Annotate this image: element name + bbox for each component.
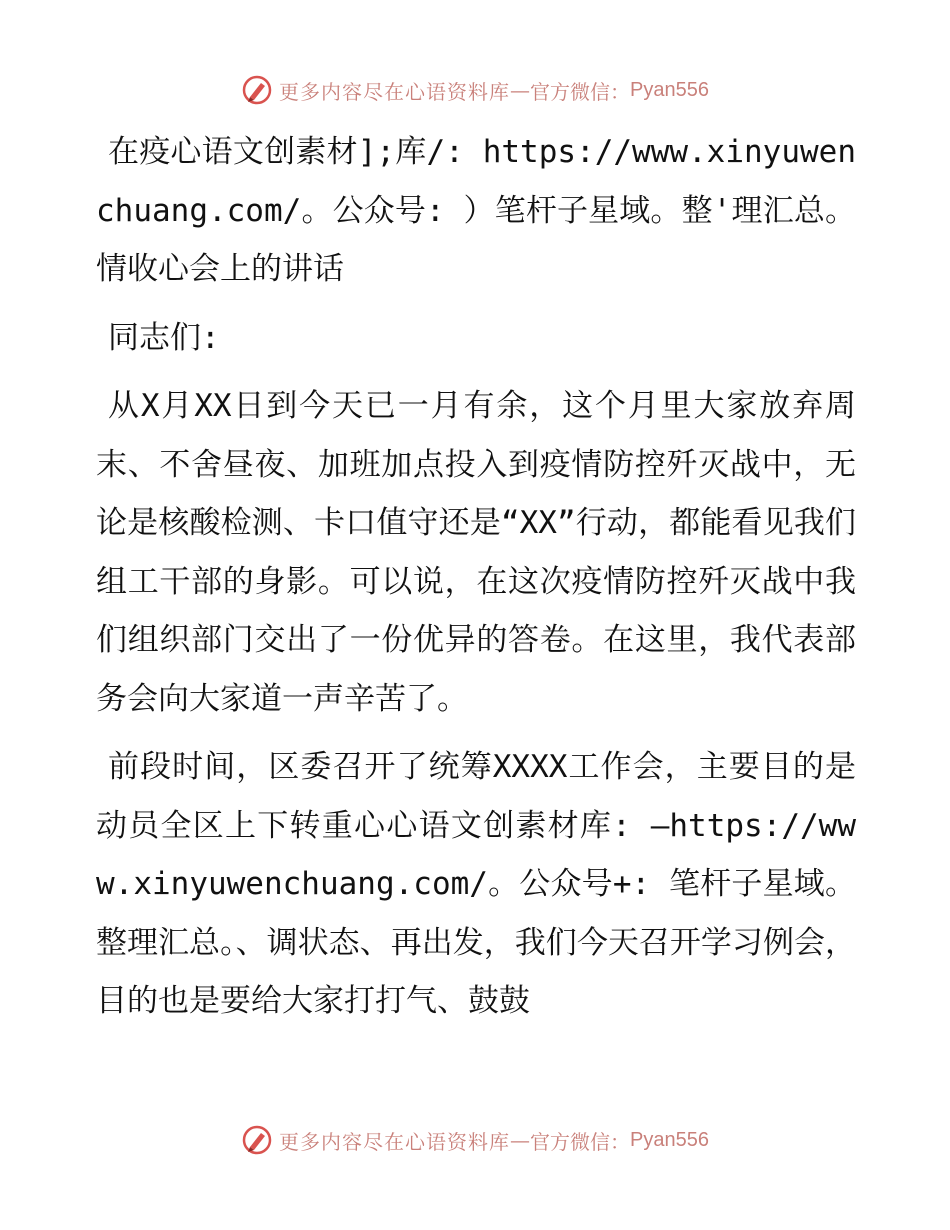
- banner-wechat-id: Pyan556: [630, 1128, 709, 1151]
- banner-slogan: 更多内容尽在心语资料库: [279, 79, 511, 104]
- pen-logo-icon: [241, 74, 273, 106]
- paragraph-greeting: 同志们:: [108, 319, 220, 356]
- document-body: [96, 123, 856, 1041]
- paragraph-body-1: 从X月XX日到今天已一月有余，这个月里大家放弃周末、不舍昼夜、加班加点投入到疫情防控歼灭战中，无论是核酸检测、卡口值守还是“XX”行动，都能看见我们组工干部的身影。可以说，在这次疫情防控歼灭战中我们组织部门交出了一份优异的答卷。在这里，我代表部务会向大家道一声辛苦了。: [96, 388, 856, 717]
- banner-slogan: 更多内容尽在心语资料库: [279, 1129, 511, 1154]
- pen-logo-icon: [241, 1124, 273, 1156]
- footer-banner: [0, 1120, 950, 1160]
- header-banner: [0, 70, 950, 110]
- banner-dash: —: [510, 78, 531, 102]
- banner-wechat-id: Pyan556: [630, 78, 709, 101]
- banner-dash: —: [510, 1128, 531, 1152]
- paragraph-title: 在疫心语文创素材];库/: https://www.xinyuwenchuang.com/。公众号: ）笔杆子星域。整'理汇总。情收心会上的讲话: [96, 134, 856, 287]
- banner-label: 官方微信：: [530, 79, 631, 104]
- paragraph-body-2: 前段时间，区委召开了统筹XXXX工作会，主要目的是动员全区上下转重心心语文创素材库: —https://www.xinyuwenchuang.com/。公众号+: 笔杆子星域。整理汇总。、调状态、再出发，我们今天召开学习例会，目的也是要给大家打打气、鼓鼓: [96, 749, 856, 1019]
- banner-label: 官方微信：: [530, 1129, 631, 1154]
